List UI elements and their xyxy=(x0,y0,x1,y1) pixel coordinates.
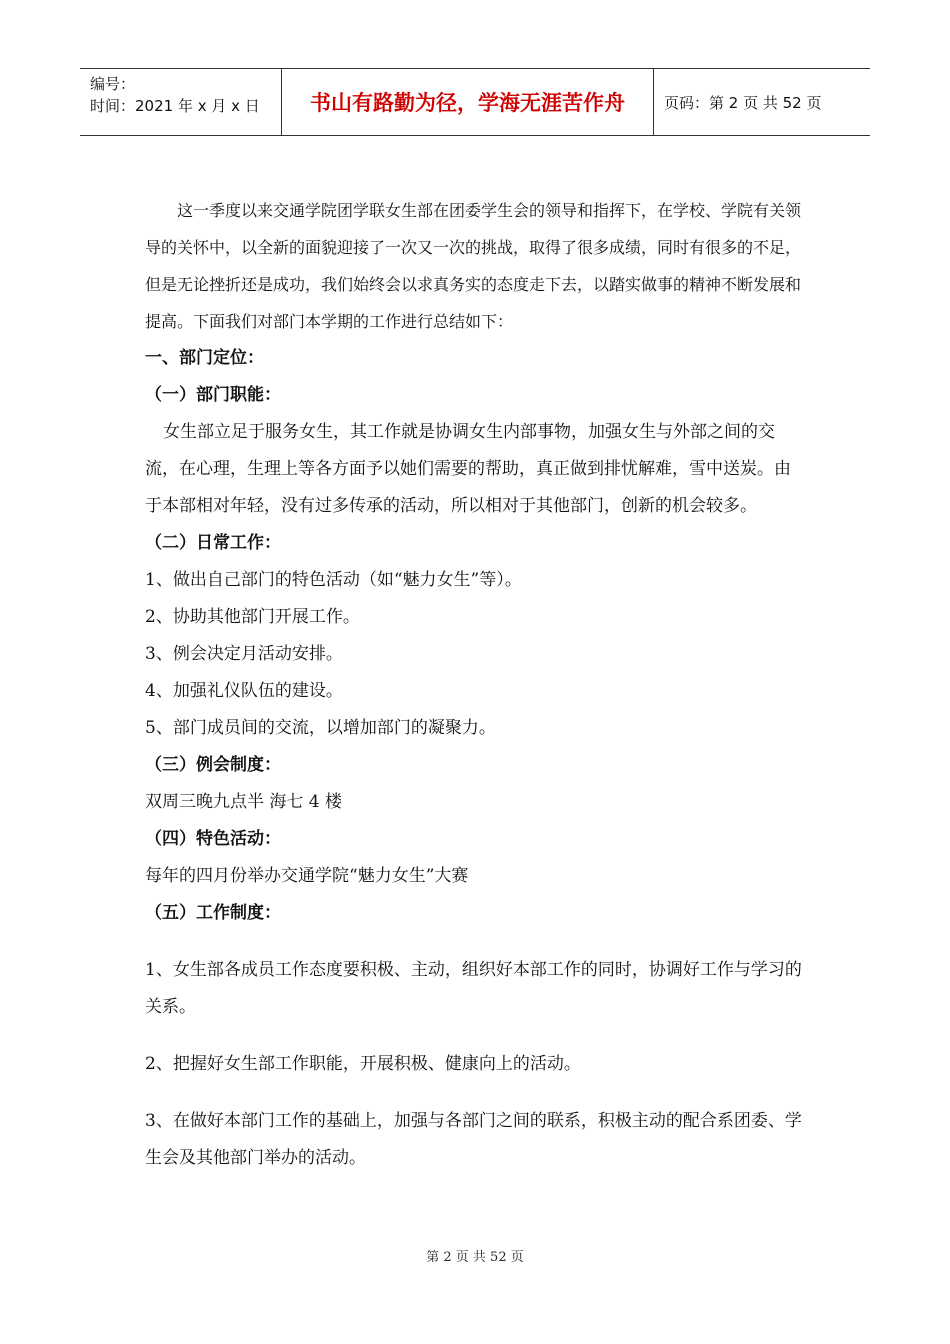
list-item: 4、加强礼仪队伍的建设。 xyxy=(145,681,343,701)
meeting-schedule: 双周三晚九点半 海七 4 楼 xyxy=(145,792,343,812)
subsection-heading: （三）例会制度： xyxy=(145,755,281,775)
section-heading: 一、部门定位： xyxy=(145,348,264,368)
list-item: 1、做出自己部门的特色活动（如“魅力女生”等）。 xyxy=(145,570,522,590)
header-page-info: 页码：第 2 页 共 52 页 xyxy=(664,93,822,112)
subsection-heading: （一）部门职能： xyxy=(145,385,281,405)
subsection-heading: （二）日常工作： xyxy=(145,533,281,553)
functions-paragraph: 女生部立足于服务女生，其工作就是协调女生内部事物，加强女生与外部之间的交流，在心理，生理上等各方面予以她们需要的帮助，真正做到排忧解难，雪中送炭。由于本部相对年轻，没有过多传承的活动，所以相对于其他部门，创新的机会较多。 xyxy=(145,422,791,516)
page-header xyxy=(80,68,870,136)
number-label: 编号： xyxy=(90,75,136,93)
subsection-heading: （四）特色活动： xyxy=(145,829,281,849)
list-item: 3、在做好本部门工作的基础上，加强与各部门之间的联系，积极主动的配合系团委、学生会及其他部门举办的活动。 xyxy=(145,1111,802,1168)
list-item: 1、女生部各成员工作态度要积极、主动，组织好本部工作的同时，协调好工作与学习的关系。 xyxy=(145,960,802,1017)
time-label: 时间：2021 年 x 月 x 日 xyxy=(90,97,260,115)
list-item: 2、把握好女生部工作职能，开展积极、健康向上的活动。 xyxy=(145,1054,581,1074)
list-item: 2、协助其他部门开展工作。 xyxy=(145,607,360,627)
list-item: 5、部门成员间的交流，以增加部门的凝聚力。 xyxy=(145,718,496,738)
list-item: 3、例会决定月活动安排。 xyxy=(145,644,343,664)
featured-activity: 每年的四月份举办交通学院“魅力女生”大赛 xyxy=(145,866,469,886)
header-meta xyxy=(80,69,282,135)
subsection-heading: （五）工作制度： xyxy=(145,903,281,923)
header-motto: 书山有路勤为径，学海无涯苦作舟 xyxy=(282,69,654,135)
intro-paragraph: 这一季度以来交通学院团学联女生部在团委学生会的领导和指挥下，在学校、学院有关领导的关怀中，以全新的面貌迎接了一次又一次的挑战，取得了很多成绩，同时有很多的不足，但是无论挫折还是成功，我们始终会以求真务实的态度走下去，以踏实做事的精神不断发展和提高。下面我们对部门本学期的工作进行总结如下： xyxy=(145,201,802,331)
page-footer: 第 2 页 共 52 页 xyxy=(426,1250,524,1265)
document-body xyxy=(145,192,805,1177)
